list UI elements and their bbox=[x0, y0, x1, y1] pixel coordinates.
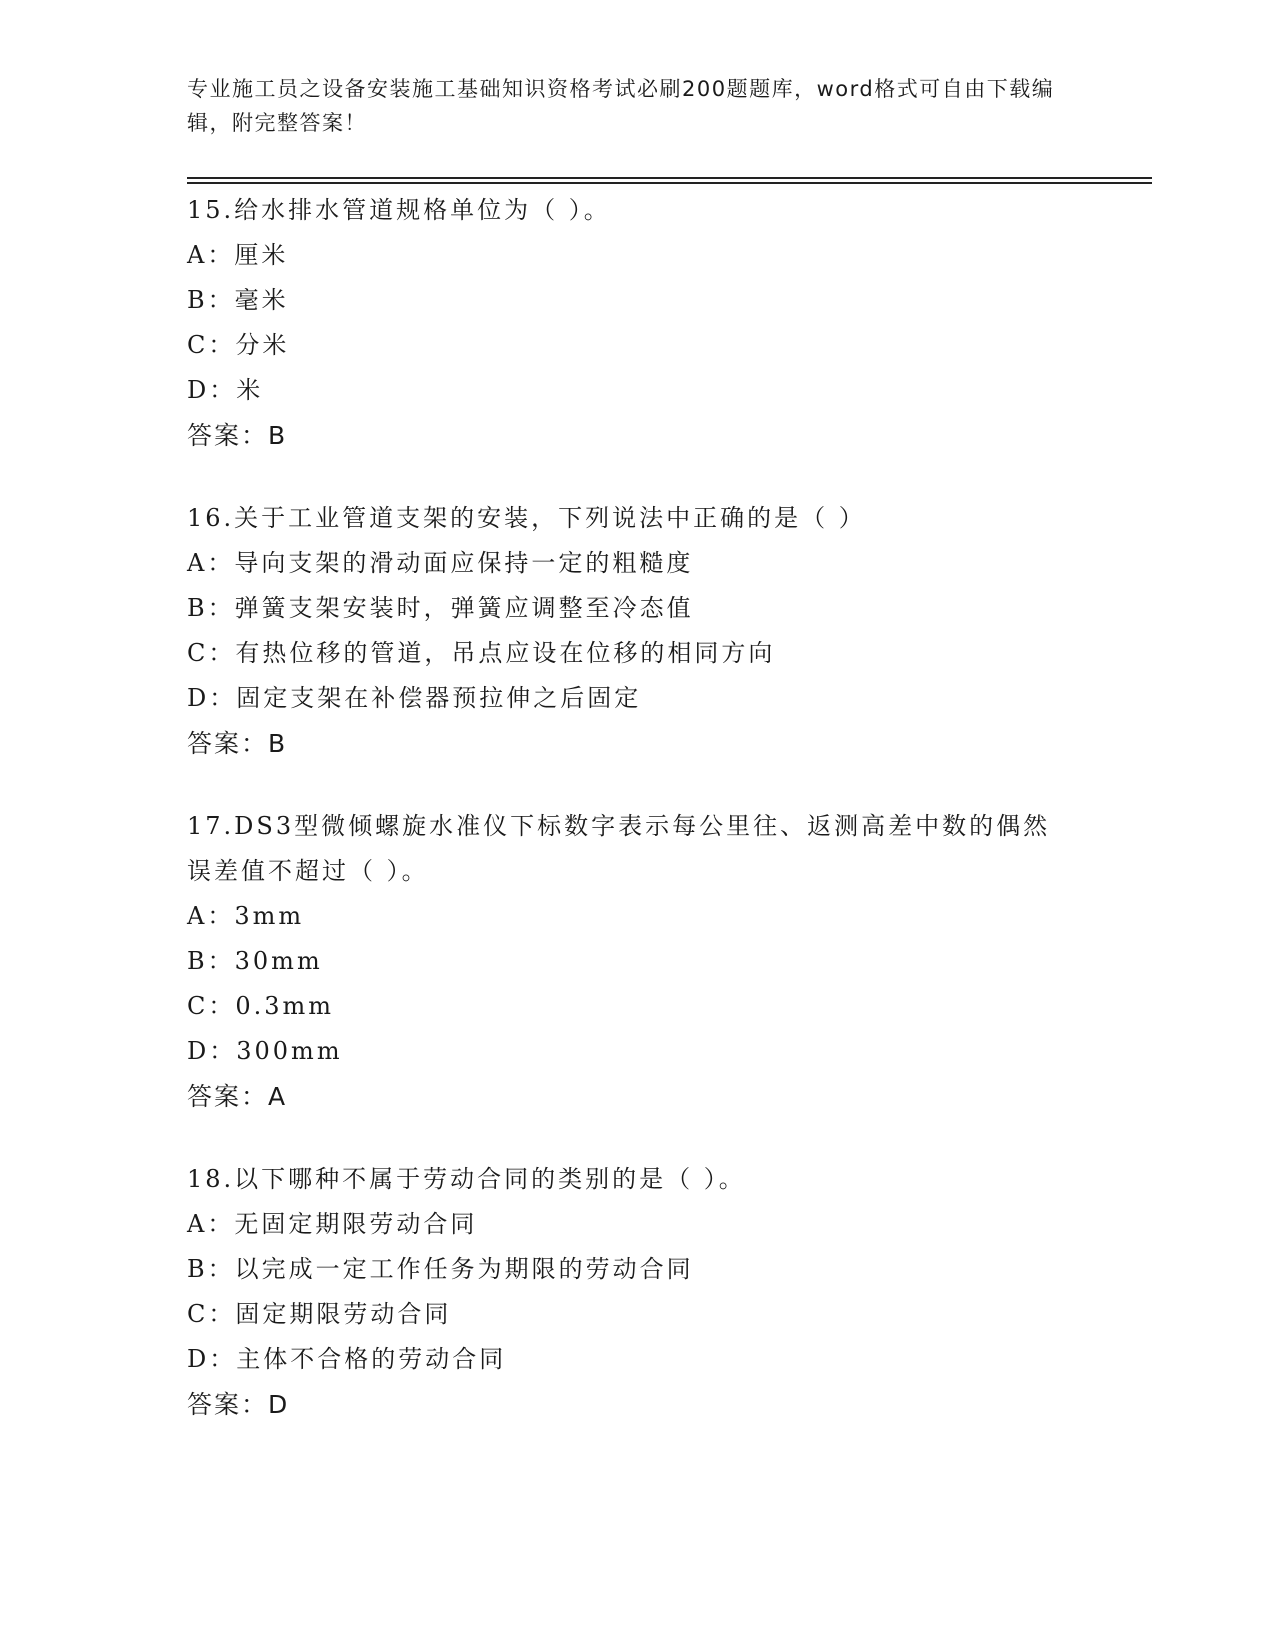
option-d bbox=[187, 368, 1147, 413]
option-text: 30mm bbox=[234, 947, 323, 975]
option-label: B： bbox=[187, 947, 235, 975]
answer: 答案：A bbox=[187, 1082, 288, 1111]
option-label: C： bbox=[187, 992, 236, 1020]
option-b bbox=[187, 586, 1147, 631]
option-a bbox=[187, 894, 1147, 939]
option-text: 固定期限劳动合同 bbox=[235, 1300, 452, 1328]
option-text: 无固定期限劳动合同 bbox=[234, 1210, 478, 1238]
option-label: D： bbox=[187, 684, 237, 712]
option-c bbox=[187, 631, 1147, 676]
option-c bbox=[187, 323, 1147, 368]
option-c bbox=[187, 984, 1147, 1029]
option-label: A： bbox=[187, 1210, 235, 1238]
answer: 答案：B bbox=[187, 729, 288, 758]
option-label: D： bbox=[187, 1345, 237, 1373]
option-label: B： bbox=[187, 286, 235, 314]
option-d bbox=[187, 1029, 1147, 1074]
option-text: 3mm bbox=[234, 902, 305, 930]
option-label: C： bbox=[187, 639, 236, 667]
option-label: D： bbox=[187, 1037, 237, 1065]
question-18 bbox=[187, 1157, 1147, 1427]
option-text: 米 bbox=[236, 376, 264, 404]
question-text: 17.DS3型微倾螺旋水准仪下标数字表示每公里往、返测高差中数的偶然误差值不超过（ ）。 bbox=[187, 812, 1051, 885]
option-text: 导向支架的滑动面应保持一定的粗糙度 bbox=[234, 549, 694, 577]
document-header-title: 专业施工员之设备安装施工基础知识资格考试必刷200题题库，word格式可自由下载编辑，附完整答案！ bbox=[187, 77, 1055, 135]
question-text: 18.以下哪种不属于劳动合同的类别的是（ ）。 bbox=[187, 1165, 746, 1193]
option-label: A： bbox=[187, 902, 235, 930]
option-text: 固定支架在补偿器预拉伸之后固定 bbox=[236, 684, 642, 712]
answer: 答案：B bbox=[187, 421, 288, 450]
option-text: 厘米 bbox=[234, 241, 289, 269]
option-c bbox=[187, 1292, 1147, 1337]
question-text: 15.给水排水管道规格单位为（ ）。 bbox=[187, 196, 611, 224]
option-text: 分米 bbox=[235, 331, 290, 359]
option-text: 以完成一定工作任务为期限的劳动合同 bbox=[234, 1255, 694, 1283]
header-divider-bottom bbox=[187, 182, 1152, 184]
header-divider-top bbox=[187, 177, 1152, 179]
option-b bbox=[187, 1247, 1147, 1292]
option-label: B： bbox=[187, 594, 235, 622]
question-15 bbox=[187, 188, 1147, 458]
option-label: A： bbox=[187, 241, 235, 269]
option-text: 300mm bbox=[236, 1037, 343, 1065]
option-label: C： bbox=[187, 1300, 236, 1328]
option-text: 毫米 bbox=[234, 286, 289, 314]
option-b bbox=[187, 939, 1147, 984]
option-text: 有热位移的管道，吊点应设在位移的相同方向 bbox=[235, 639, 776, 667]
option-text: 弹簧支架安装时，弹簧应调整至冷态值 bbox=[234, 594, 694, 622]
question-17 bbox=[187, 804, 1147, 1119]
option-a bbox=[187, 233, 1147, 278]
option-d bbox=[187, 1337, 1147, 1382]
option-d bbox=[187, 676, 1147, 721]
question-text: 16.关于工业管道支架的安装，下列说法中正确的是（ ） bbox=[187, 504, 866, 532]
option-text: 主体不合格的劳动合同 bbox=[236, 1345, 507, 1373]
question-list bbox=[187, 188, 1147, 1465]
option-label: D： bbox=[187, 376, 237, 404]
option-label: C： bbox=[187, 331, 236, 359]
option-text: 0.3mm bbox=[235, 992, 335, 1020]
question-16 bbox=[187, 496, 1147, 766]
answer: 答案：D bbox=[187, 1390, 290, 1419]
option-label: A： bbox=[187, 549, 235, 577]
option-label: B： bbox=[187, 1255, 235, 1283]
option-b bbox=[187, 278, 1147, 323]
option-a bbox=[187, 1202, 1147, 1247]
option-a bbox=[187, 541, 1147, 586]
